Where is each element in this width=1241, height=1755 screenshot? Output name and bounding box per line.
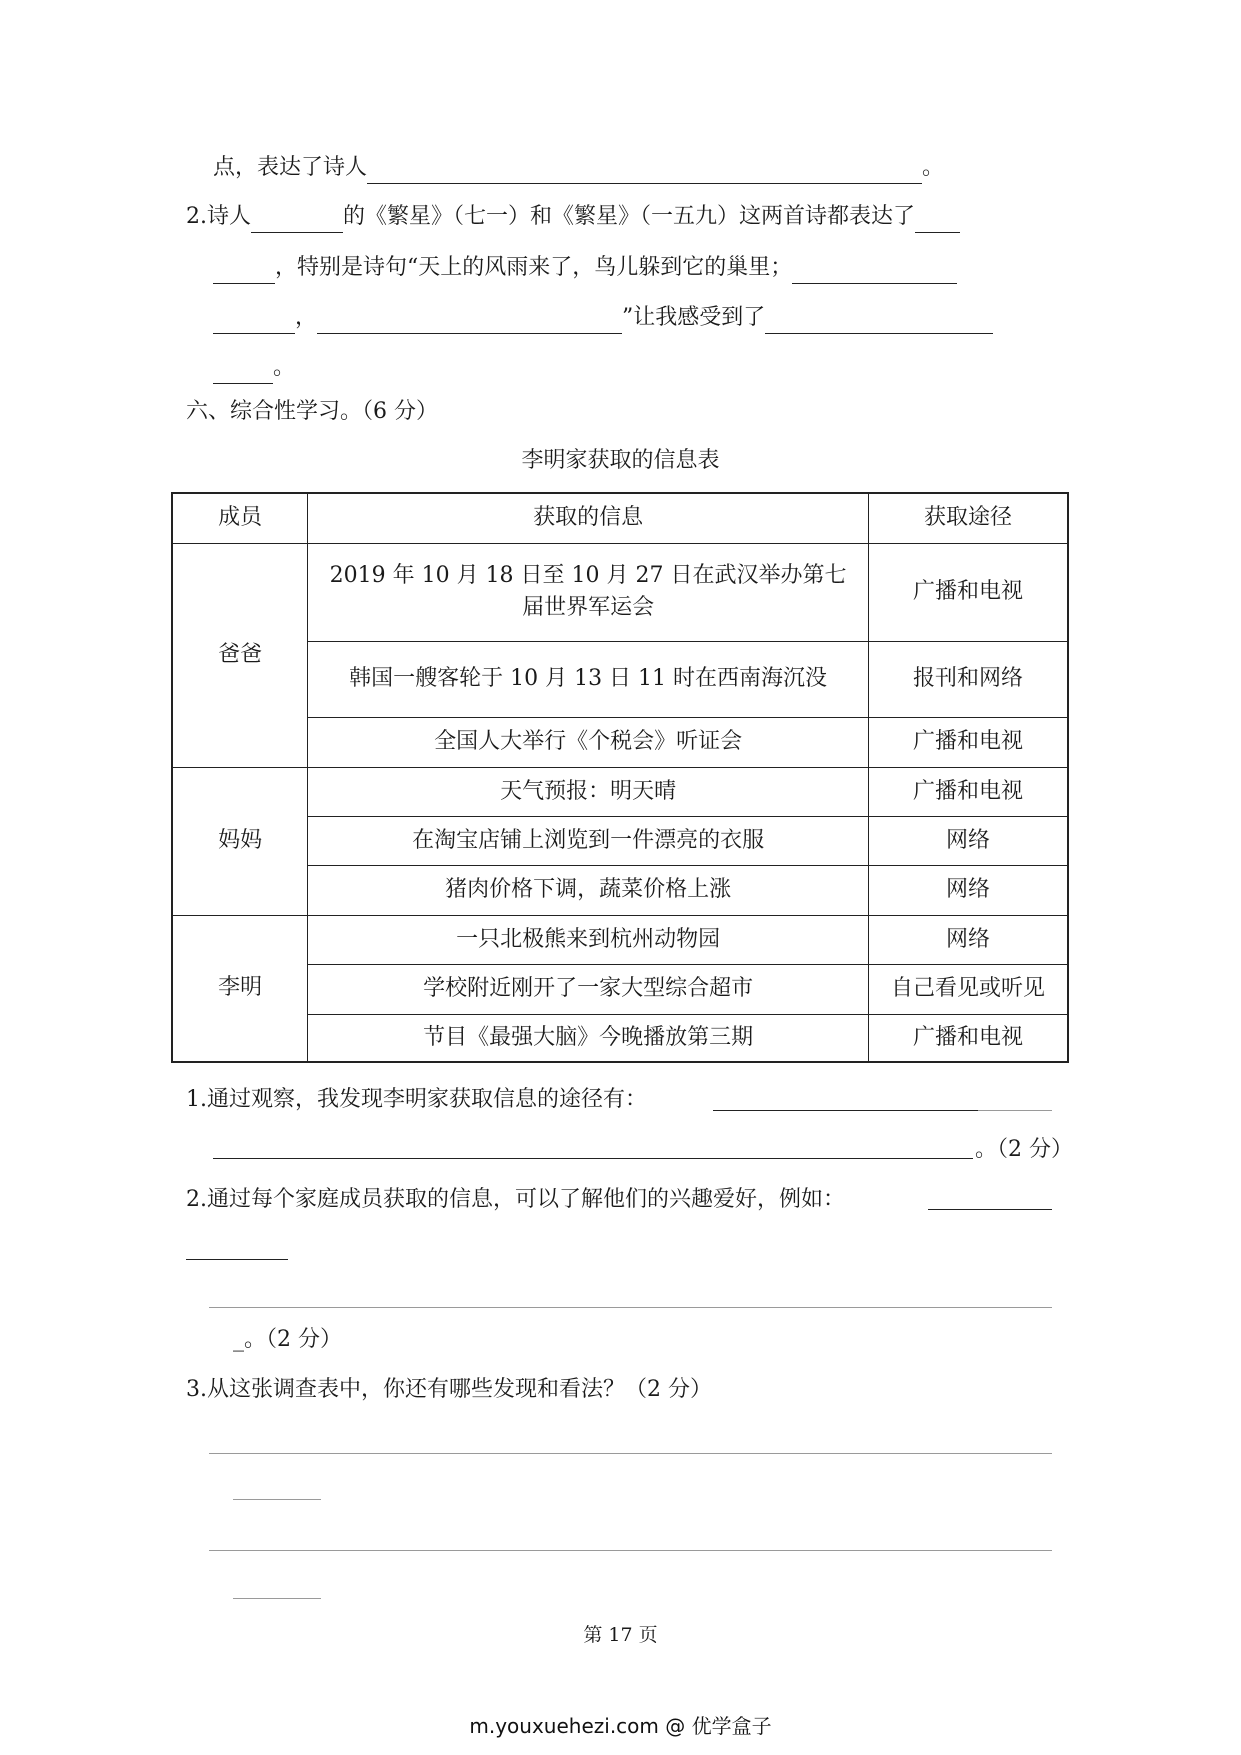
answer-blank[interactable] [317,309,622,334]
period: 。 [273,355,296,380]
answer-blank[interactable] [792,259,957,284]
s6-q2-end: _。（2 分） [233,1327,342,1352]
member-cell: 李明 [172,915,308,1062]
q1-tail-line [213,152,944,184]
q2-line-2 [213,252,957,284]
info-cell: 在淘宝店铺上浏览到一件漂亮的衣服 [308,816,869,865]
info-cell: 一只北极熊来到杭州动物园 [308,915,869,964]
member-cell: 妈妈 [172,767,308,915]
header-info: 获取的信息 [308,493,869,543]
s6-q3-line: 3.从这张调查表中，你还有哪些发现和看法？（2 分） [186,1377,712,1402]
s6-q1-line [186,1084,647,1116]
answer-blank[interactable] [213,309,295,334]
channel-cell: 网络 [868,915,1068,964]
table-header-row [172,493,1068,543]
answer-blank[interactable] [915,208,960,233]
answer-line[interactable] [213,1158,973,1159]
q2-text: 的《繁星》（七一）和《繁星》（一五九）这两首诗都表达了 [343,204,916,229]
answer-blank[interactable] [213,259,275,284]
q2-prefix: 2.诗人 [186,204,251,229]
comma: ， [295,305,318,330]
q1-tail-suffix: 。 [922,155,945,180]
page-number: 第 17 页 [583,1624,658,1646]
info-cell: 节目《最强大脑》今晚播放第三期 [308,1014,869,1062]
answer-line[interactable] [209,1307,1052,1308]
info-cell: 全国人大举行《个税会》听证会 [308,717,869,767]
info-table [171,492,1069,1063]
channel-cell: 广播和电视 [868,717,1068,767]
answer-line[interactable] [713,1110,978,1111]
info-cell: 韩国一艘客轮于 10 月 13 日 11 时在西南海沉没 [308,641,869,717]
info-cell: 天气预报：明天晴 [308,767,869,816]
info-cell: 学校附近刚开了一家大型综合超市 [308,964,869,1014]
s6-q2-line [186,1184,845,1216]
answer-line[interactable] [186,1259,288,1260]
channel-cell: 广播和电视 [868,543,1068,641]
q2-line-3 [213,302,993,334]
channel-cell: 网络 [868,865,1068,915]
table-row [172,543,1068,641]
member-cell: 爸爸 [172,543,308,767]
section6-heading: 六、综合性学习。（6 分） [186,399,438,424]
header-member: 成员 [172,493,308,543]
q2-line-1 [186,201,960,233]
answer-blank[interactable] [765,309,993,334]
q2-line-4 [213,352,295,384]
info-cell: 2019 年 10 月 18 日至 10 月 27 日在武汉举办第七届世界军运会 [308,543,869,641]
answer-blank[interactable] [213,359,273,384]
channel-cell: 广播和电视 [868,767,1068,816]
header-channel: 获取途径 [868,493,1068,543]
s6-q1-text: 1.通过观察，我发现李明家获取信息的途径有： [186,1087,647,1112]
answer-blank[interactable] [367,159,922,184]
q2-quote-part: ，特别是诗句“天上的风雨来了，鸟儿躲到它的巢里； [275,255,793,280]
table-row [172,915,1068,964]
channel-cell: 报刊和网络 [868,641,1068,717]
answer-line[interactable] [978,1110,1052,1111]
channel-cell: 自己看见或听见 [868,964,1068,1014]
table-row [172,767,1068,816]
site-watermark: m.youxuehezi.com @ 优学盒子 [469,1714,772,1738]
s6-q2-text: 2.通过每个家庭成员获取的信息，可以了解他们的兴趣爱好，例如： [186,1187,845,1212]
channel-cell: 网络 [868,816,1068,865]
channel-cell: 广播和电视 [868,1014,1068,1062]
table-title: 李明家获取的信息表 [521,448,720,473]
q1-tail-prefix: 点，表达了诗人 [213,155,368,180]
poet-blank[interactable] [251,208,343,233]
s6-q1-end: 。（2 分） [975,1137,1073,1162]
answer-line[interactable] [233,1499,321,1500]
answer-line[interactable] [233,1598,321,1599]
answer-line[interactable] [209,1453,1052,1454]
answer-line[interactable] [928,1209,1052,1210]
q2-feel-text: ”让我感受到了 [622,305,766,330]
info-cell: 猪肉价格下调，蔬菜价格上涨 [308,865,869,915]
answer-line[interactable] [209,1550,1052,1551]
